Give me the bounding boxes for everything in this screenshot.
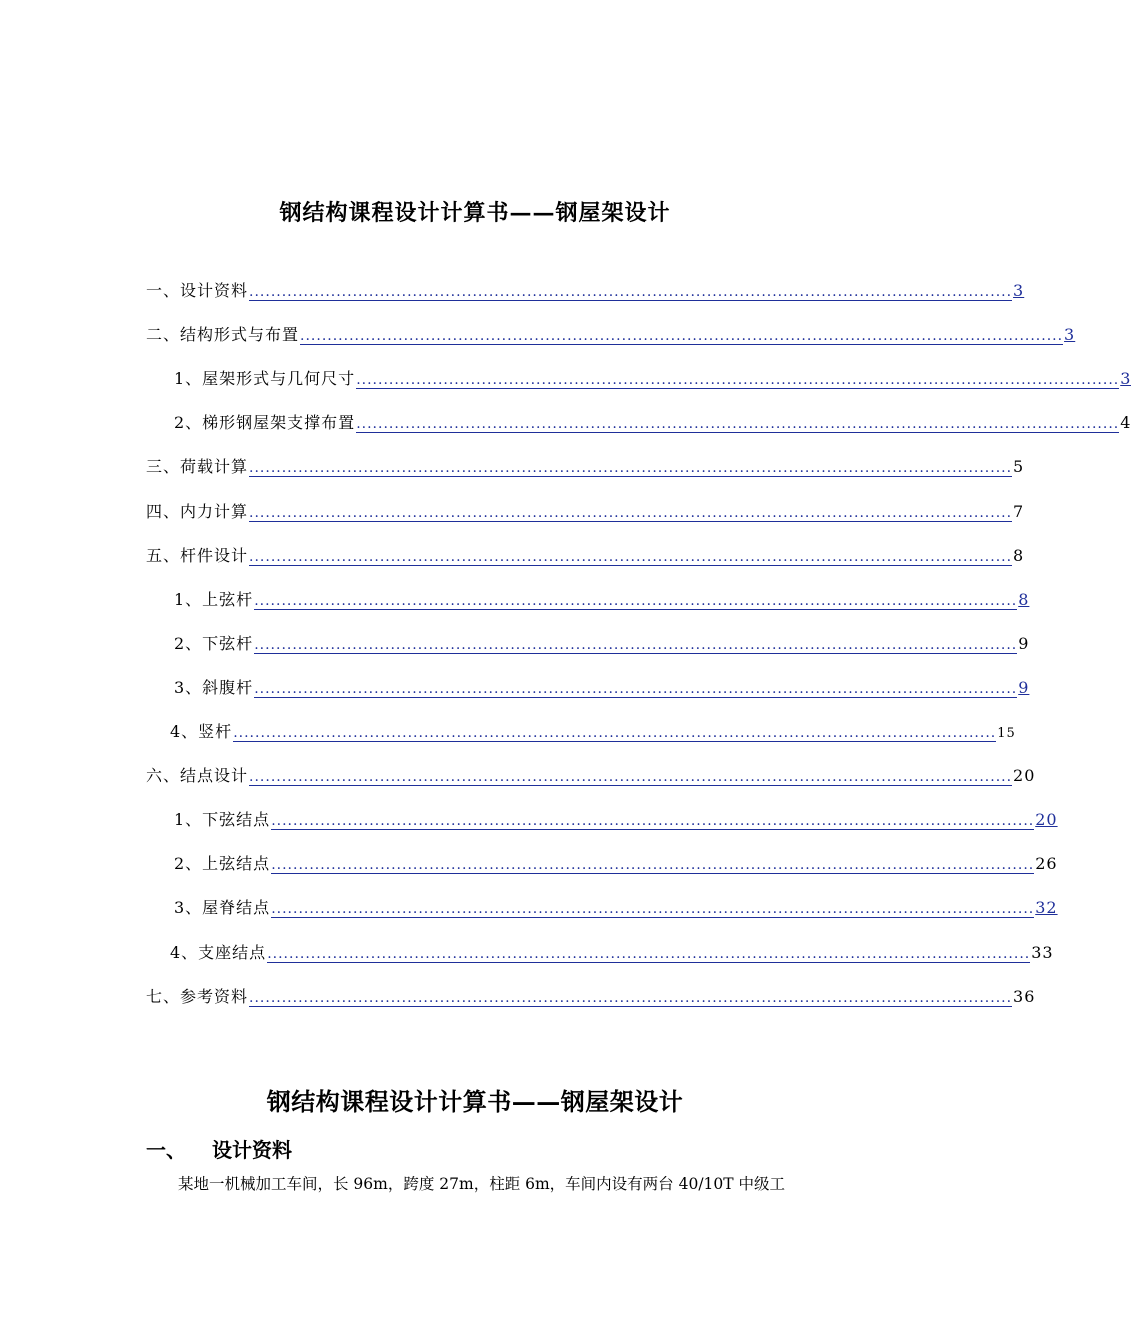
- toc-entry-label: 三、荷载计算: [146, 457, 249, 477]
- toc-leader-dots: ............................................................................................................................................: [271, 901, 1035, 918]
- toc-entry[interactable]: [174, 675, 1030, 703]
- toc-leader-dots: ............................................................................................................................................: [254, 636, 1018, 653]
- toc-leader-dots: ............................................................................................................................................: [356, 372, 1120, 389]
- toc-page-number[interactable]: 8: [1013, 545, 1025, 565]
- toc-entry-label: 2、下弦杆: [174, 633, 254, 653]
- toc-page-number[interactable]: 15: [997, 726, 1016, 741]
- toc-entry[interactable]: [174, 807, 1058, 835]
- toc-entry[interactable]: [146, 543, 1025, 571]
- toc-entry[interactable]: [146, 499, 1025, 527]
- toc-entry-label: 1、屋架形式与几何尺寸: [174, 369, 356, 389]
- toc-entry[interactable]: [146, 454, 1025, 482]
- toc-leader-dots: ............................................................................................................................................: [249, 989, 1013, 1006]
- toc-page-number[interactable]: 3: [1013, 281, 1025, 300]
- toc-leader-dots: ............................................................................................................................................: [271, 813, 1035, 830]
- section-number: 一、: [146, 1138, 186, 1162]
- section-heading: [146, 1134, 292, 1163]
- toc-entry[interactable]: [174, 895, 1058, 923]
- toc-leader-dots: ............................................................................................................................................: [254, 680, 1018, 697]
- toc-entry[interactable]: [146, 984, 1036, 1012]
- toc-leader-dots: ............................................................................................................................................: [249, 769, 1013, 786]
- toc-entry-label: 七、参考资料: [146, 986, 249, 1006]
- toc-leader-dots: ............................................................................................................................................: [300, 328, 1064, 345]
- toc-page-number[interactable]: 3: [1120, 369, 1131, 389]
- toc-entry-label: 4、支座结点: [170, 942, 267, 962]
- toc-entry-label: 2、梯形钢屋架支撑布置: [174, 413, 356, 433]
- toc-page-number[interactable]: 9: [1018, 633, 1030, 653]
- toc-page-number[interactable]: 36: [1013, 986, 1036, 1006]
- section-title: 设计资料: [212, 1138, 292, 1162]
- toc-entry-label: 二、结构形式与布置: [146, 325, 300, 345]
- toc-entry[interactable]: [146, 278, 1025, 306]
- toc-page-number[interactable]: 32: [1035, 898, 1058, 918]
- toc-page-number[interactable]: 7: [1013, 501, 1025, 521]
- toc-leader-dots: ............................................................................................................................................: [356, 416, 1120, 433]
- toc-entry[interactable]: [146, 322, 1076, 350]
- toc-entry-label: 3、屋脊结点: [174, 898, 271, 918]
- toc-entry[interactable]: [174, 366, 1131, 394]
- toc-page-number[interactable]: 4: [1120, 413, 1131, 433]
- toc-entry[interactable]: [174, 851, 1058, 879]
- body-paragraph: 某地一机械加工车间，长 96m，跨度 27m，柱距 6m，车间内设有两台 40/10T 中级工: [178, 1175, 786, 1193]
- toc-page-number[interactable]: 33: [1031, 942, 1054, 962]
- toc-entry-label: 五、杆件设计: [146, 545, 249, 565]
- toc-title: 钢结构课程设计计算书——钢屋架设计: [279, 200, 671, 226]
- toc-leader-dots: ............................................................................................................................................: [249, 460, 1013, 477]
- toc-leader-dots: ............................................................................................................................................: [249, 284, 1013, 300]
- toc-leader-dots: ............................................................................................................................................: [233, 725, 997, 741]
- toc-entry-label: 1、下弦结点: [174, 810, 271, 830]
- toc-leader-dots: ............................................................................................................................................: [267, 945, 1031, 962]
- toc-entry[interactable]: [170, 719, 1016, 747]
- toc-entry[interactable]: [146, 763, 1036, 791]
- toc-entry-label: 四、内力计算: [146, 501, 249, 521]
- toc-entry[interactable]: [170, 940, 1054, 968]
- toc-page-number[interactable]: 20: [1013, 766, 1036, 786]
- toc-entry-label: 3、斜腹杆: [174, 677, 254, 697]
- toc-entry-label: 一、设计资料: [146, 281, 249, 300]
- toc-leader-dots: ............................................................................................................................................: [249, 504, 1013, 521]
- toc-entry[interactable]: [174, 410, 1131, 438]
- toc-entry-label: 2、上弦结点: [174, 854, 271, 874]
- toc-page-number[interactable]: 5: [1013, 457, 1025, 477]
- toc-page-number[interactable]: 8: [1018, 589, 1030, 609]
- toc-entry-label: 1、上弦杆: [174, 589, 254, 609]
- toc-entry[interactable]: [174, 631, 1030, 659]
- toc-leader-dots: ............................................................................................................................................: [254, 592, 1018, 609]
- toc-entry-label: 六、结点设计: [146, 766, 249, 786]
- toc-leader-dots: ............................................................................................................................................: [249, 548, 1013, 565]
- toc-leader-dots: ............................................................................................................................................: [271, 857, 1035, 874]
- toc-page-number[interactable]: 9: [1018, 677, 1030, 697]
- toc-entry[interactable]: [174, 587, 1030, 615]
- toc-page-number[interactable]: 3: [1064, 325, 1076, 345]
- document-title: 钢结构课程设计计算书——钢屋架设计: [266, 1087, 684, 1116]
- toc-page-number[interactable]: 26: [1035, 854, 1058, 874]
- toc-entry-label: 4、竖杆: [170, 722, 233, 741]
- toc-page-number[interactable]: 20: [1035, 810, 1058, 830]
